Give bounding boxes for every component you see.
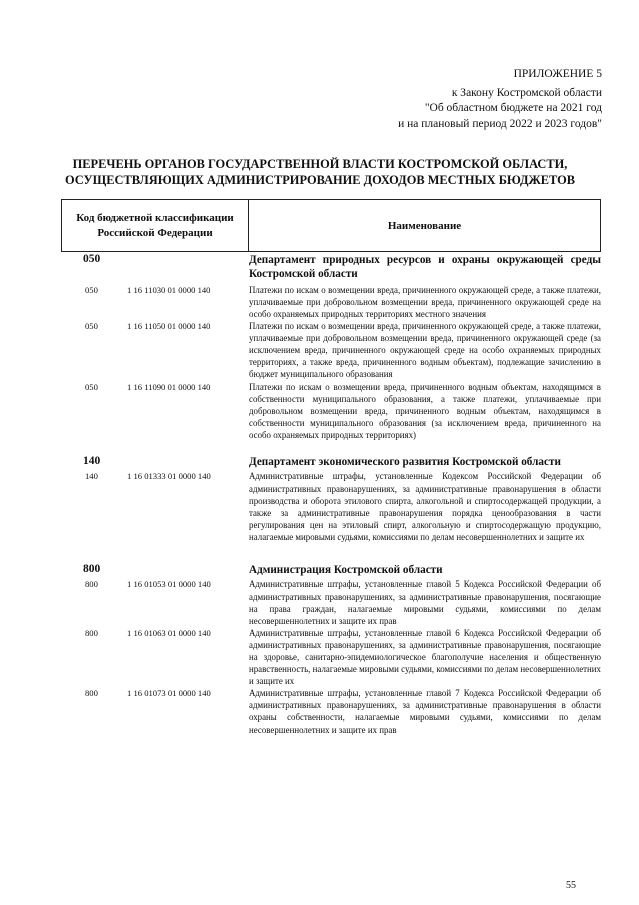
admin-code: 050 [85,284,98,295]
table-row [61,381,601,441]
header-code-line: Код бюджетной классификации [76,211,234,224]
page-number: 55 [566,880,576,891]
kbk-code: 1 16 01073 01 0000 140 [127,688,211,699]
department-code: 050 [83,253,101,265]
appendix-line: к Закону Костромской области [451,86,602,99]
appendix-title: ПРИЛОЖЕНИЕ 5 [513,68,602,80]
income-description: Платежи по искам о возмещении вреда, причиненного окружающей среде, а также платежи, уплачиваемые при добровольном возмещении вреда, причиненного окружающей среде (за исключением вреда, причиненного окружающей среде на особо охраняемых природных территориях, а также вреда, причиненного водным объектам), подлежащие зачислению в бюджет муниципального образования [249,321,601,380]
table-header [61,199,601,252]
table-row [61,687,601,735]
document-title-line: ОСУЩЕСТВЛЯЮЩИХ АДМИНИСТРИРОВАНИЕ ДОХОДОВ МЕСТНЫХ БЮДЖЕТОВ [64,173,575,187]
department-name: Департамент природных ресурсов и охраны окружающей среды Костромской области [249,254,601,281]
document-title-line: ПЕРЕЧЕНЬ ОРГАНОВ ГОСУДАРСТВЕННОЙ ВЛАСТИ КОСТРОМСКОЙ ОБЛАСТИ, [72,157,568,171]
document-title [40,156,600,188]
table-body [61,253,601,736]
kbk-code: 1 16 11050 01 0000 140 [127,321,211,332]
department-code: 140 [83,455,101,468]
header-name-column: Наименование [387,219,462,232]
kbk-code: 1 16 11030 01 0000 140 [127,284,211,295]
table-row [61,578,601,626]
admin-code: 800 [85,627,98,638]
income-description: Административные штрафы, установленные главой 6 Кодекса Российской Федерации об административных правонарушениях, за административные правонарушения, посягающие на здоровье, санитарно-эпидемиологическое благополучие населения и общественную нравственность, налагаемые мировыми судьями, комиссиями по делам несовершеннолетних и защите их [249,627,601,687]
income-description: Административные штрафы, установленные главой 7 Кодекса Российской Федерации об административных правонарушениях, за административные правонарушения в области охраны собственности, налагаемые мировыми судьями, комиссиями по делам несовершеннолетних и защите их прав [249,688,601,735]
admin-code: 800 [85,688,98,699]
appendix-header [398,67,602,132]
income-description: Платежи по искам о возмещении вреда, причиненного окружающей среде, а также платежи, уплачиваемые при добровольном возмещении вреда, причиненного окружающей среде на особо охраняемых природных территориях местного значения [249,284,601,319]
table-row [61,284,601,320]
department-row [61,455,601,469]
admin-code: 800 [85,579,98,590]
department-row [61,253,601,282]
kbk-code: 1 16 11090 01 0000 140 [127,381,211,392]
header-code-column [62,200,249,251]
table-row [61,627,601,687]
admin-code: 140 [85,471,98,482]
department-row [61,563,601,577]
appendix-line: и на плановый период 2022 и 2023 годов" [398,117,602,130]
department-name: Администрация Костромской области [249,564,443,576]
table-row [61,470,601,543]
appendix-line: "Об областном бюджете на 2021 год [424,102,602,114]
department-name: Департамент экономического развития Костромской области [249,456,561,469]
income-description: Административные штрафы, установленные главой 5 Кодекса Российской Федерации об административных правонарушениях, за административные правонарушения, посягающие на права граждан, налагаемые мировыми судьями, комиссиями по делам несовершеннолетних и защите их прав [249,579,601,626]
table-row [61,320,601,380]
income-description: Административные штрафы, установленные Кодексом Российской Федерации об административных правонарушениях, за административные правонарушения в области производства и оборота этилового спирта, алкогольной и спиртосодержащей продукции, а также за административные правонарушения порядка ценообразования в части регулирования цен на этиловый спирт, алкогольную и спиртосодержащую продукцию, налагаемые мировыми судьями, комиссиями по делам несовершеннолетних и защите их [249,471,601,542]
header-code-line: Российской Федерации [97,226,213,239]
admin-code: 050 [85,321,98,332]
income-description: Платежи по искам о возмещении вреда, причиненного водным объектам, находящимся в собственности муниципального образования, а также платежи, уплачиваемые при добровольном возмещении вреда, причиненного водным объектам, находящимся в собственности муниципального образования (за исключением вреда, причиненного на особо охраняемых природных территориях) [249,381,601,440]
admin-code: 050 [85,381,98,392]
kbk-code: 1 16 01333 01 0000 140 [127,471,211,482]
department-code: 800 [83,563,101,575]
kbk-code: 1 16 01053 01 0000 140 [127,579,211,590]
kbk-code: 1 16 01063 01 0000 140 [127,627,211,638]
